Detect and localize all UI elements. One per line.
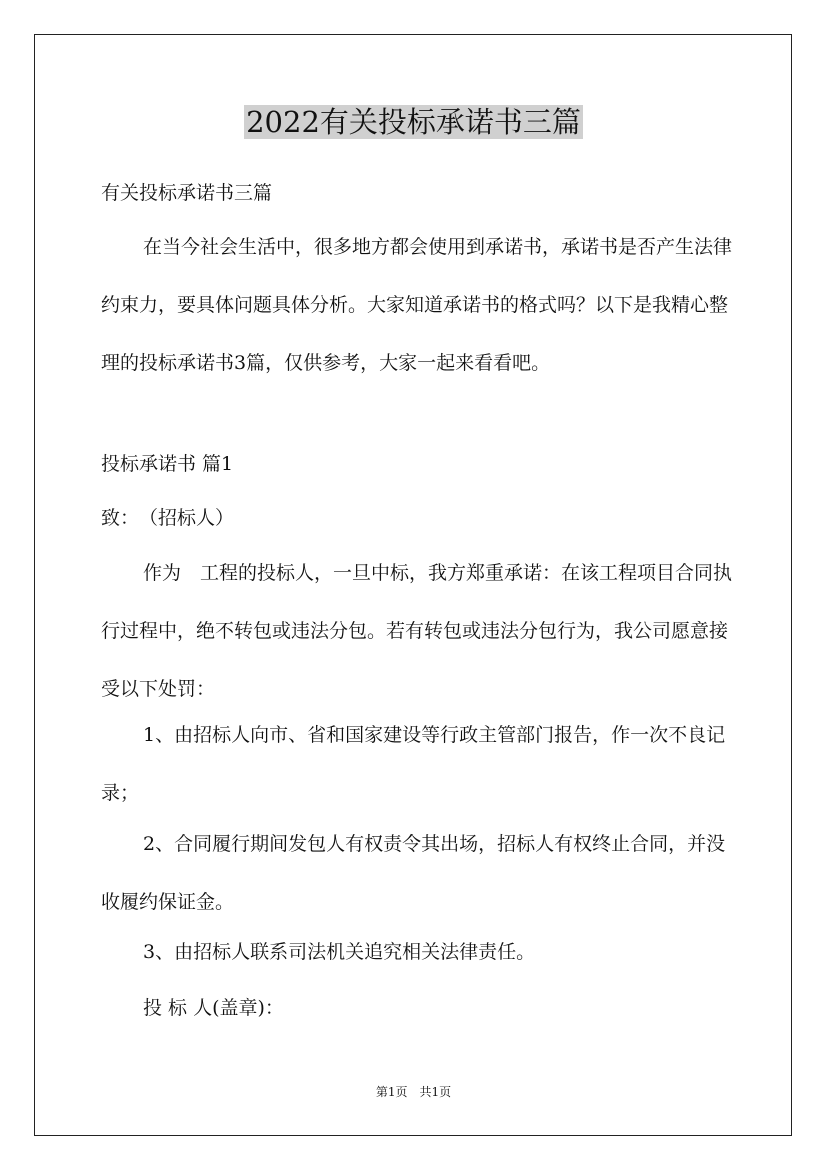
- section-heading: 投标承诺书 篇1: [101, 453, 234, 475]
- document-subtitle: 有关投标承诺书三篇: [101, 182, 273, 204]
- intro-paragraph: 在当今社会生活中，很多地方都会使用到承诺书，承诺书是否产生法律约束力，要具体问题具体分析。大家知道承诺书的格式吗？以下是我精心整理的投标承诺书3篇，仅供参考，大家一起来看看吧。: [101, 236, 733, 374]
- penalty-item-1: 1、由招标人向市、省和国家建设等行政主管部门报告，作一次不良记录；: [101, 724, 726, 804]
- page-footer: 第1页 共1页: [375, 1085, 452, 1099]
- addressee-line: 致： （招标人）: [101, 507, 235, 529]
- penalty-item-2: 2、合同履行期间发包人有权责令其出场，招标人有权终止合同，并没收履约保证金。: [101, 833, 726, 913]
- penalty-item-3: 3、由招标人联系司法机关追究相关法律责任。: [143, 941, 536, 963]
- document-title-text: 2022有关投标承诺书三篇: [246, 105, 581, 139]
- commitment-paragraph: 作为 工程的投标人，一旦中标，我方郑重承诺：在该工程项目合同执行过程中，绝不转包或违法分包。若有转包或违法分包行为，我公司愿意接受以下处罚：: [101, 562, 733, 700]
- signature-line: 投 标 人(盖章)：: [143, 997, 284, 1019]
- document-title: [0, 100, 827, 144]
